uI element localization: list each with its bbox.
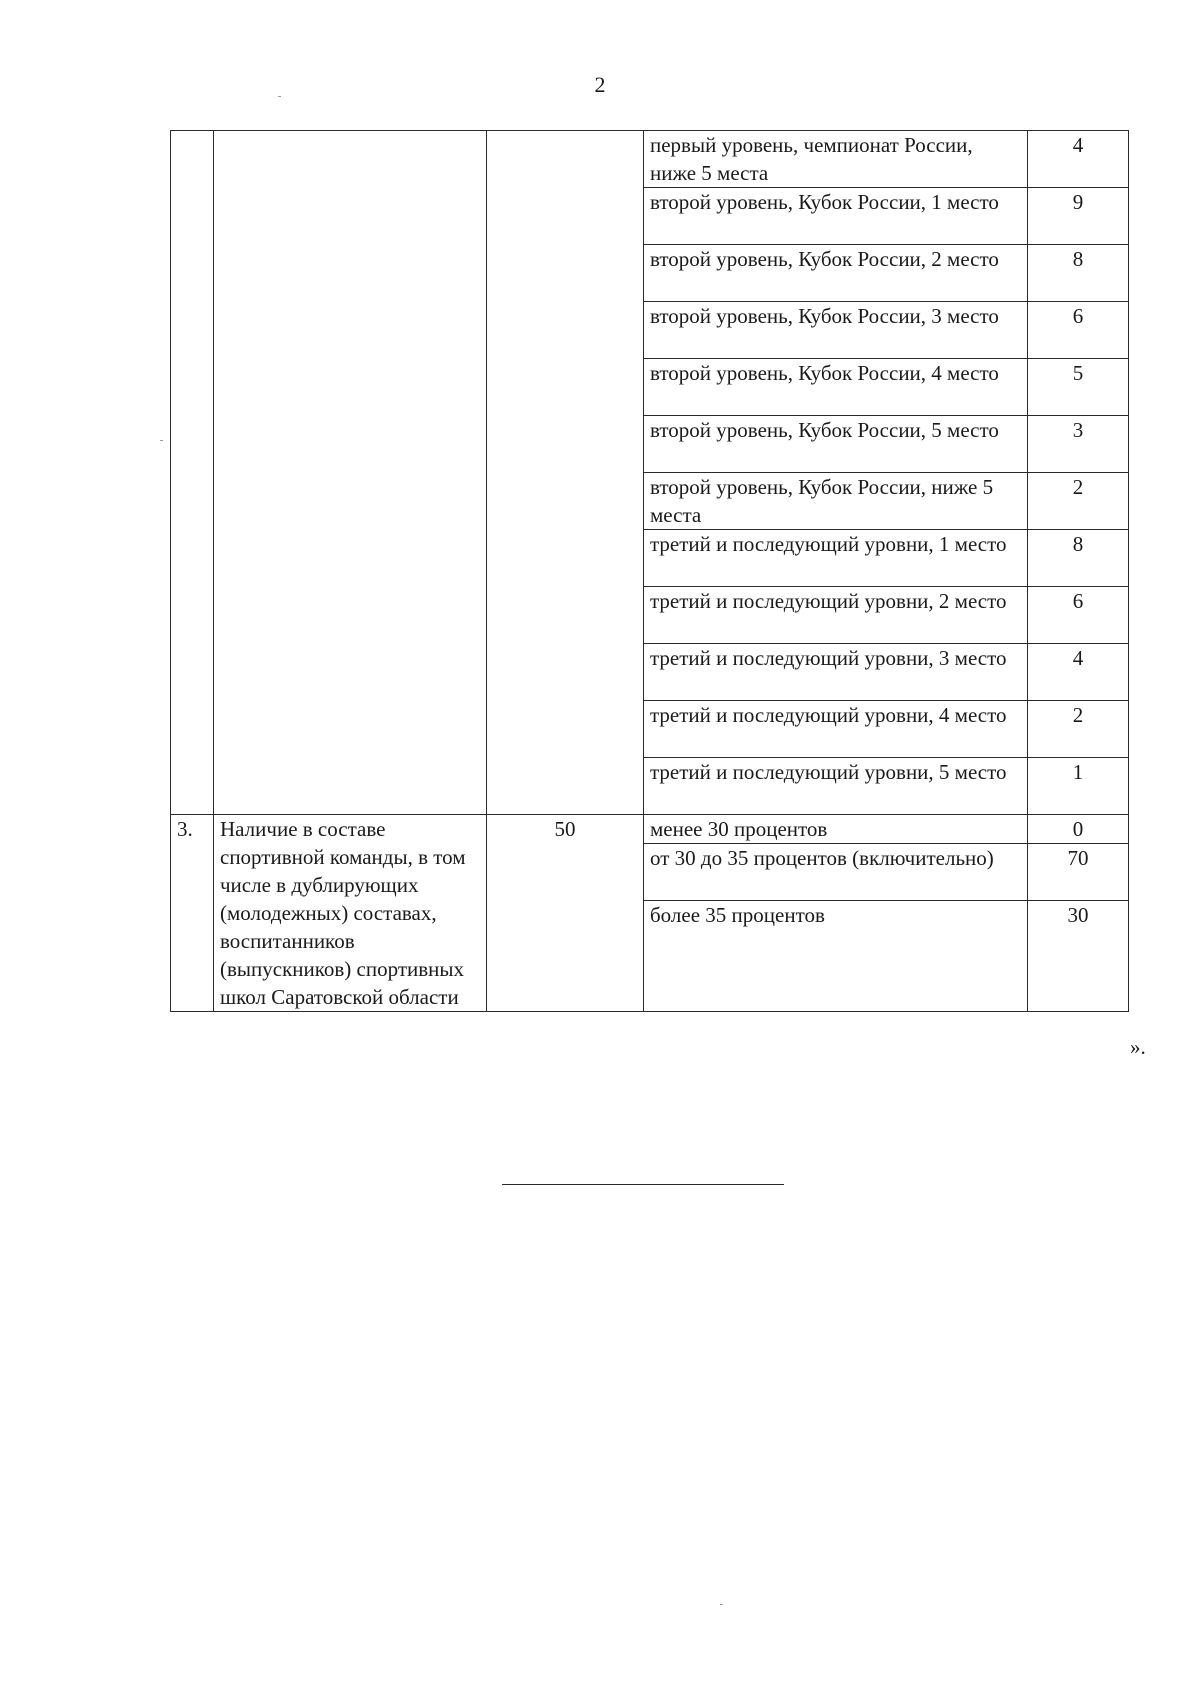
scan-artifact bbox=[160, 440, 163, 441]
points-cell: 6 bbox=[1028, 302, 1129, 359]
criteria-table bbox=[170, 130, 1129, 1012]
points-cell: 9 bbox=[1028, 188, 1129, 245]
condition-cell: второй уровень, Кубок России, 4 место bbox=[644, 359, 1028, 416]
condition-cell: второй уровень, Кубок России, ниже 5 места bbox=[644, 473, 1028, 530]
table-row bbox=[171, 131, 1129, 188]
criterion-name: Наличие в составе спортивной команды, в том числе в дублирующих (молодежных) составах, воспитанников (выпускников) спортивных школ Саратовской области bbox=[214, 815, 487, 1012]
scan-artifact bbox=[278, 96, 281, 97]
points-cell: 4 bbox=[1028, 131, 1129, 188]
points-cell: 1 bbox=[1028, 758, 1129, 815]
points-cell: 2 bbox=[1028, 701, 1129, 758]
criterion-weight: 50 bbox=[487, 815, 644, 1012]
points-cell: 70 bbox=[1028, 844, 1129, 901]
end-divider bbox=[502, 1184, 784, 1185]
condition-cell: менее 30 процентов bbox=[644, 815, 1028, 844]
points-cell: 2 bbox=[1028, 473, 1129, 530]
criterion-cell-empty bbox=[214, 131, 487, 815]
points-cell: 5 bbox=[1028, 359, 1129, 416]
condition-cell: второй уровень, Кубок России, 1 место bbox=[644, 188, 1028, 245]
condition-cell: третий и последующий уровни, 5 место bbox=[644, 758, 1028, 815]
condition-cell: второй уровень, Кубок России, 3 место bbox=[644, 302, 1028, 359]
condition-cell: третий и последующий уровни, 3 место bbox=[644, 644, 1028, 701]
condition-cell: первый уровень, чемпионат России, ниже 5 места bbox=[644, 131, 1028, 188]
points-cell: 3 bbox=[1028, 416, 1129, 473]
condition-cell: третий и последующий уровни, 4 место bbox=[644, 701, 1028, 758]
points-cell: 8 bbox=[1028, 530, 1129, 587]
condition-cell: третий и последующий уровни, 1 место bbox=[644, 530, 1028, 587]
table-row bbox=[171, 815, 1129, 844]
scan-artifact bbox=[720, 1604, 723, 1605]
condition-cell: от 30 до 35 процентов (включительно) bbox=[644, 844, 1028, 901]
points-cell: 8 bbox=[1028, 245, 1129, 302]
condition-cell: второй уровень, Кубок России, 5 место bbox=[644, 416, 1028, 473]
points-cell: 6 bbox=[1028, 587, 1129, 644]
points-cell: 0 bbox=[1028, 815, 1129, 844]
criterion-number: 3. bbox=[171, 815, 214, 1012]
number-cell-empty bbox=[171, 131, 214, 815]
condition-cell: более 35 процентов bbox=[644, 901, 1028, 1012]
points-cell: 30 bbox=[1028, 901, 1129, 1012]
page-number: 2 bbox=[594, 72, 606, 97]
condition-cell: второй уровень, Кубок России, 2 место bbox=[644, 245, 1028, 302]
weight-cell-empty bbox=[487, 131, 644, 815]
condition-cell: третий и последующий уровни, 2 место bbox=[644, 587, 1028, 644]
closing-quote: ». bbox=[1130, 1035, 1146, 1059]
points-cell: 4 bbox=[1028, 644, 1129, 701]
